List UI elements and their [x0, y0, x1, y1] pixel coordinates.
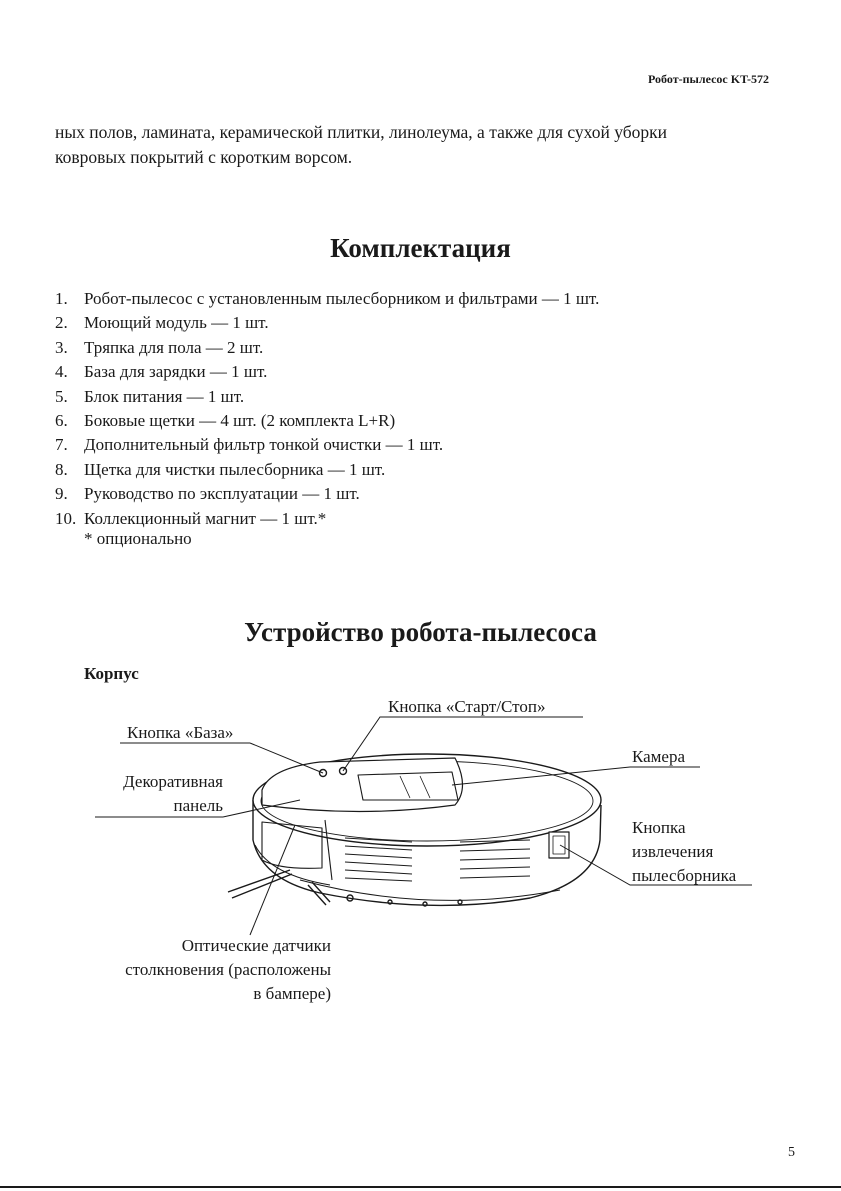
list-item-number: 10.: [55, 508, 77, 528]
callout-dustbin-eject-button: [632, 816, 736, 888]
list-item-text: Дополнительный фильтр тонкой очистки — 1 шт.: [84, 435, 444, 455]
list-item-number: 2.: [55, 313, 68, 333]
running-header: Робот-пылесос KT-572: [648, 72, 769, 86]
callout-decorative-panel: [123, 770, 223, 818]
intro-line: ных полов, ламината, керамической плитки, линолеума, а также для сухой уборки: [55, 122, 668, 142]
intro-line: ковровых покрытий с коротким ворсом.: [55, 147, 353, 167]
callout-line: извлечения: [632, 842, 714, 861]
callout-line: столкновения (расположены: [125, 960, 331, 979]
body-subheading: Корпус: [84, 664, 139, 683]
decorative-panel-shape: [262, 758, 463, 812]
optional-footnote: * опционально: [84, 529, 192, 548]
callout-line: в бампере): [253, 984, 331, 1003]
list-item-text: Коллекционный магнит — 1 шт.*: [84, 508, 327, 528]
callout-base-button: Кнопка «База»: [127, 723, 234, 742]
side-brush-right: [308, 882, 330, 905]
side-brush-left: [228, 870, 292, 898]
list-item-number: 5.: [55, 386, 68, 406]
kit-heading: Комплектация: [330, 233, 511, 263]
list-item-text: Руководство по эксплуатации — 1 шт.: [84, 484, 360, 504]
list-item-text: Тряпка для пола — 2 шт.: [84, 337, 264, 357]
leader-sensors: [250, 825, 295, 935]
list-item-number: 6.: [55, 411, 68, 431]
callout-camera: Камера: [632, 747, 686, 766]
page-number: 5: [788, 1145, 795, 1160]
vacuum-bottom-plate: [300, 880, 560, 900]
callout-optical-sensors: [125, 934, 331, 1006]
list-item-text: Робот-пылесос с установленным пылесборником и фильтрами — 1 шт.: [84, 289, 600, 308]
list-item-number: 8.: [55, 459, 68, 479]
list-item-text: Моющий модуль — 1 шт.: [84, 313, 269, 333]
list-item-number: 4.: [55, 362, 68, 382]
list-item-text: Щетка для чистки пылесборника — 1 шт.: [84, 459, 386, 479]
list-item-text: Блок питания — 1 шт.: [84, 386, 245, 406]
list-item-text: Боковые щетки — 4 шт. (2 комплекта L+R): [84, 411, 396, 431]
device-heading: Устройство робота-пылесоса: [244, 617, 597, 647]
list-item-number: 3.: [55, 337, 68, 357]
side-vent-right: [460, 840, 530, 878]
callout-line: Декоративная: [123, 772, 223, 791]
list-item-number: 1.: [55, 289, 68, 308]
callout-line: Оптические датчики: [181, 936, 331, 955]
list-item-number: 7.: [55, 435, 68, 455]
list-item-text: База для зарядки — 1 шт.: [84, 362, 268, 382]
callout-line: пылесборника: [632, 866, 737, 885]
list-item-number: 9.: [55, 484, 68, 504]
callout-line: панель: [173, 796, 223, 815]
callout-line: Кнопка: [632, 818, 686, 837]
bottom-divider: [0, 1186, 841, 1188]
callout-start-stop-button: Кнопка «Старт/Стоп»: [388, 697, 546, 716]
